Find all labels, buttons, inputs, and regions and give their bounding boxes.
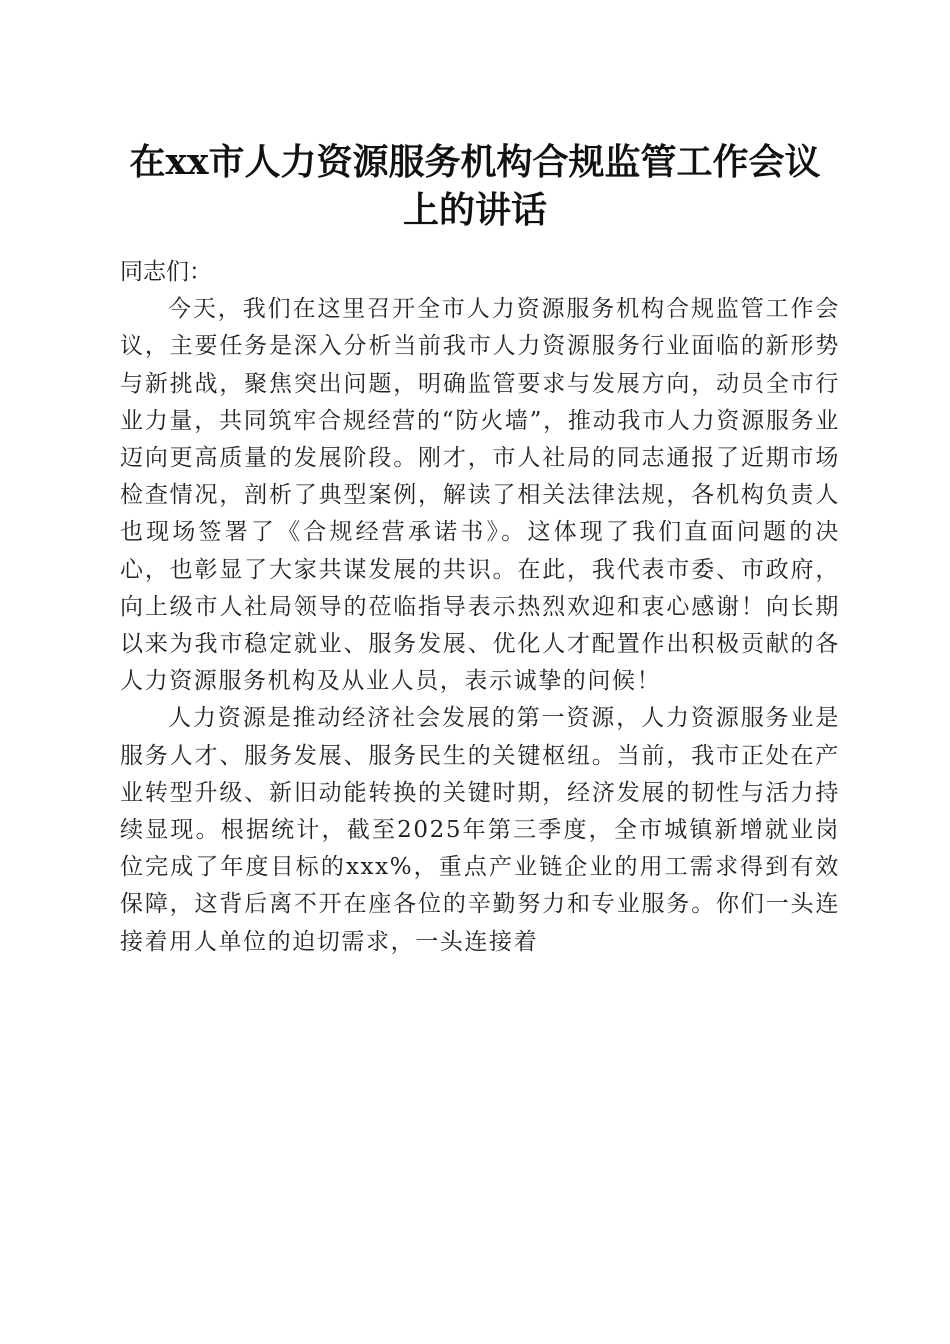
paragraph-2: 人力资源是推动经济社会发展的第一资源，人力资源服务业是服务人才、服务发展、服务民生的关键枢纽。当前，我市正处在产业转型升级、新旧动能转换的关键时期，经济发展的韧性与活力持续显现。根据统计，截至2025年第三季度，全市城镇新增就业岗位完成了年度目标的xxx%，重点产业链企业的用工需求得到有效保障，这背后离不开在座各位的辛勤努力和专业服务。你们一头连接着用人单位的迫切需求，一头连接着	[120, 705, 840, 955]
paragraph-1: 今天，我们在这里召开全市人力资源服务机构合规监管工作会议，主要任务是深入分析当前我市人力资源服务行业面临的新形势与新挑战，聚焦突出问题，明确监管要求与发展方向，动员全市行业力量，共同筑牢合规经营的“防火墙”，推动我市人力资源服务业迈向更高质量的发展阶段。刚才，市人社局的同志通报了近期市场检查情况，剖析了典型案例，解读了相关法律法规，各机构负责人也现场签署了《合规经营承诺书》。这体现了我们直面问题的决心，也彰显了大家共谋发展的共识。在此，我代表市委、市政府，向上级市人社局领导的莅临指导表示热烈欢迎和衷心感谢！向长期以来为我市稳定就业、服务发展、优化人才配置作出积极贡献的各人力资源服务机构及从业人员，表示诚挚的问候！	[120, 296, 840, 695]
document-title	[100, 138, 850, 234]
title-line-1: 在xx市人力资源服务机构合规监管工作会议	[129, 141, 821, 183]
salutation: 同志们：	[120, 259, 212, 285]
title-line-2: 上的讲话	[402, 189, 547, 231]
document-body	[120, 254, 840, 961]
